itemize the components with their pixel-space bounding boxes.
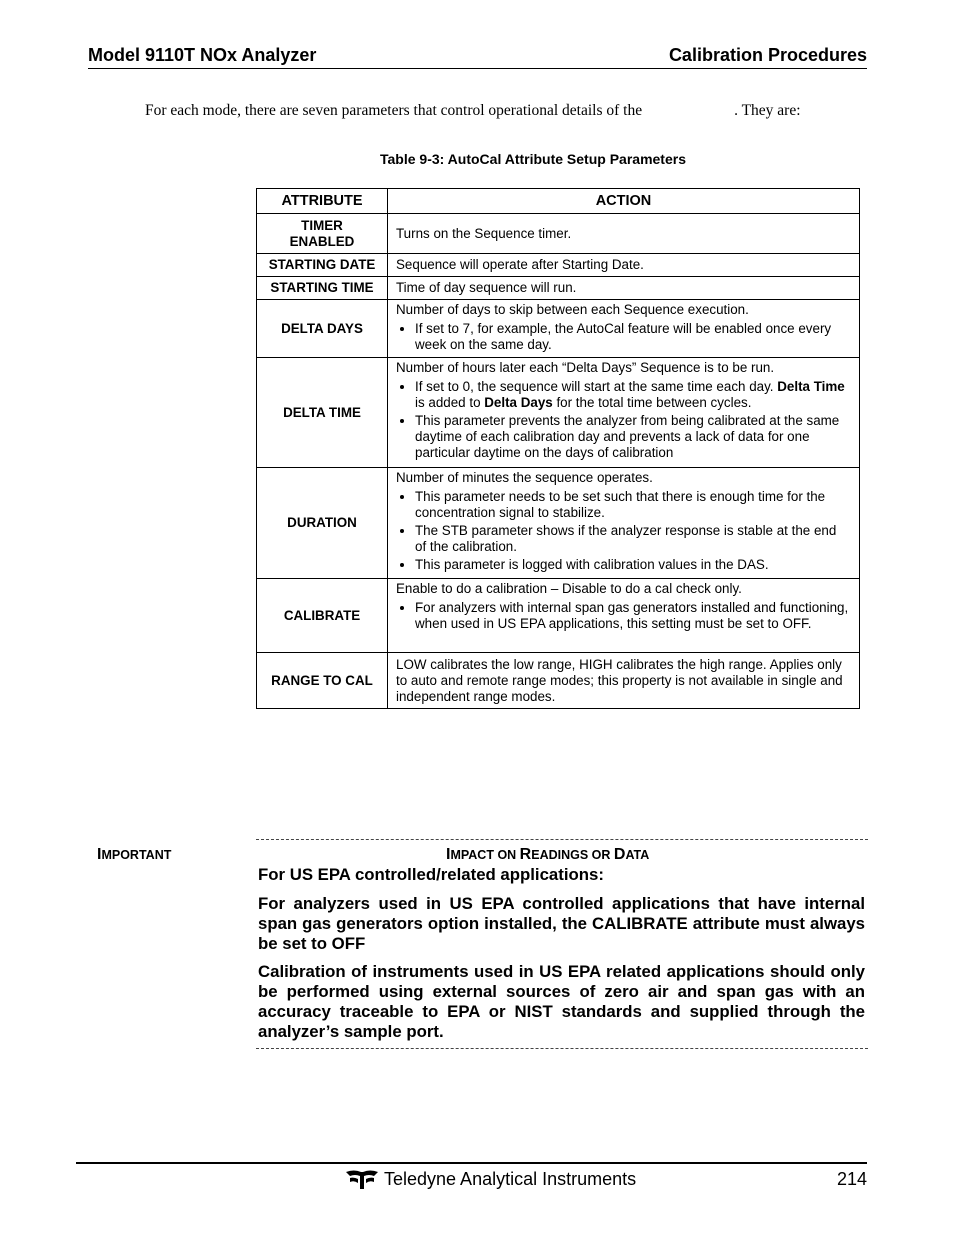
action-text: Enable to do a calibration – Disable to do a cal check only. [396,581,742,596]
action-cell [388,358,860,468]
label-initial: I [97,846,102,863]
autocal-attribute-table [256,188,860,709]
bold-term-delta-days: Delta Days [484,395,553,410]
action-text: Number of hours later each “Delta Days” Sequence is to be run. [396,360,775,375]
attribute-cell: RANGE TO CAL [257,653,388,709]
note-paragraph: Calibration of instruments used in US EPA related applications should only be performed using external sources of zero air and span gas with an accuracy traceable to EPA or NIST standards and supplied through the analyzer’s sample port. [258,962,865,1041]
list-item: • This parameter prevents the analyzer from being calibrated at the same daytime of each calibration day and prevents a lack of data for one particular daytime on the days of calibration [415,413,851,461]
footer-rule [76,1162,867,1164]
table-row [257,358,860,468]
bold-term-delta-time: Delta Time [777,379,845,394]
bullet-text: If set to 0, the sequence will start at the same time each day. [415,379,778,394]
attribute-cell: DURATION [257,468,388,579]
footer-company: Teledyne Analytical Instruments [384,1169,637,1189]
table-row [257,579,860,653]
action-bullets [396,379,851,461]
attribute-cell: CALIBRATE [257,579,388,653]
header-action: ACTION [388,189,860,214]
attribute-cell [257,214,388,254]
important-label [97,846,171,864]
intro-text-1: For each mode, there are seven parameters that control operational details of the [145,102,643,119]
title-part: MPACT ON [450,848,520,862]
header-section: Calibration Procedures [668,45,867,65]
action-cell [388,214,860,254]
title-part: R [519,846,532,863]
action-cell [388,300,860,358]
label-rest: MPORTANT [101,848,172,862]
action-cell [388,579,860,653]
bullet-text: for the total time between cycles. [552,395,752,410]
title-part: EADINGS OR [531,848,614,862]
bullet-text: is added to [415,395,485,410]
header-attribute: ATTRIBUTE [257,189,388,214]
table-row [257,254,860,277]
list-item [415,379,851,411]
list-item: • This parameter is logged with calibration values in the DAS. [415,557,851,573]
action-cell: LOW calibrates the low range, HIGH calibrates the high range. Applies only to auto and remote range modes; this property is not available in single and independent range modes. [388,653,860,709]
note-title [446,846,649,864]
table-row [257,214,860,254]
note-paragraph: For analyzers used in US EPA controlled applications that have internal span gas generators option installed, the CALIBRATE attribute must always be set to OFF [258,894,865,953]
intro-text-2: . They are: [734,102,801,119]
table-row [257,277,860,300]
table-row [257,300,860,358]
list-item: • For analyzers with internal span gas generators installed and functioning, when used in US EPA applications, this setting must be set to OFF. [415,600,851,632]
title-part: I [446,846,451,863]
action-bullets [396,321,851,353]
action-bullets [396,600,851,632]
action-text: Number of minutes the sequence operates. [396,470,653,485]
page-header [88,44,867,69]
action-text: Number of days to skip between each Sequence execution. [396,302,749,317]
title-part: ATA [625,848,650,862]
list-item: • This parameter needs to be set such that there is enough time for the concentration signal to stabilize. [415,489,851,521]
table-header-row [257,189,860,214]
note-paragraph: For US EPA controlled/related applications: [258,865,604,884]
action-cell: Sequence will operate after Starting Date. [388,254,860,277]
attribute-cell: DELTA DAYS [257,300,388,358]
title-part: D [613,846,626,863]
header-title: Model 9110T NOx Analyzer [88,45,317,65]
attribute-label: TIMER ENABLED [289,217,355,249]
action-text: Turns on the Sequence timer. [396,225,572,241]
table-caption: Table 9-3: AutoCal Attribute Setup Parameters [380,151,686,167]
action-cell: Time of day sequence will run. [388,277,860,300]
action-cell [388,468,860,579]
attribute-cell: DELTA TIME [257,358,388,468]
list-item: • The STB parameter shows if the analyzer response is stable at the end of the calibration. [415,523,851,555]
attribute-cell: STARTING TIME [257,277,388,300]
table-row [257,653,860,709]
teledyne-logo-icon [345,1169,379,1196]
attribute-cell: STARTING DATE [257,254,388,277]
list-item: • If set to 7, for example, the AutoCal feature will be enabled once every week on the same day. [415,321,851,353]
page-number: 214 [836,1169,867,1189]
action-bullets [396,489,851,573]
intro-paragraph [145,101,867,121]
table-row [257,468,860,579]
